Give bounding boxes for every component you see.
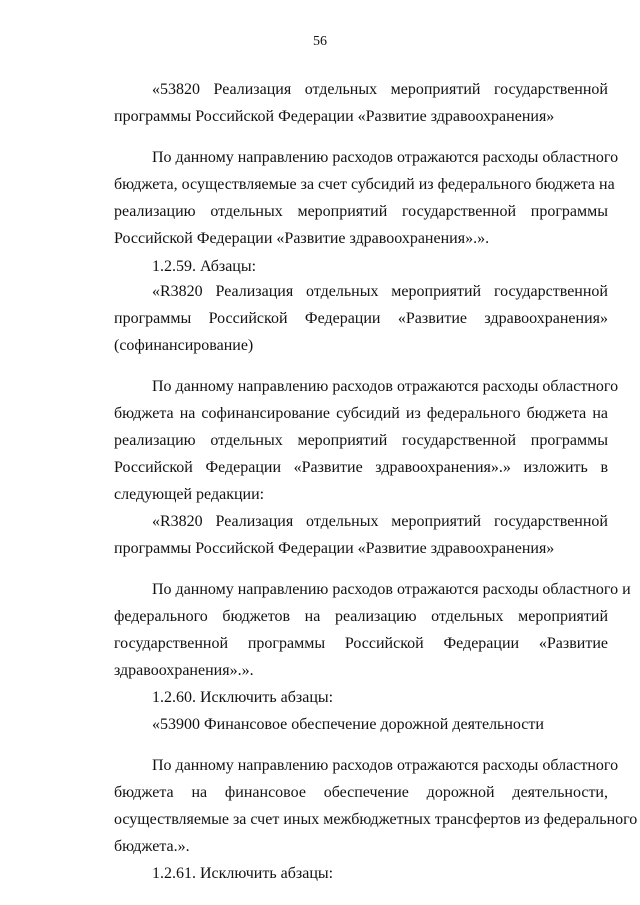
text-line: реализацию отдельных мероприятий государственной программы <box>114 432 608 449</box>
text-line: программы Российской Федерации «Развитие здравоохранения» <box>114 108 555 125</box>
text-line: «53820 Реализация отдельных мероприятий государственной <box>152 81 608 98</box>
text-line: осуществляемые за счет иных межбюджетных трансфертов из федерального <box>114 811 638 828</box>
text-line: программы Российской Федерации «Развитие здравоохранения» <box>114 310 608 327</box>
text-line: федерального бюджетов на реализацию отдельных мероприятий <box>114 608 608 625</box>
text-line: Российской Федерации «Развитие здравоохранения».» изложить в <box>114 459 608 476</box>
text-line: «R3820 Реализация отдельных мероприятий государственной <box>152 283 608 300</box>
text-line: бюджета, осуществляемые за счет субсидий из федерального бюджета на <box>114 176 615 193</box>
text-line: следующей редакции: <box>114 486 265 503</box>
text-line: бюджета.». <box>114 838 190 855</box>
text-line: «53900 Финансовое обеспечение дорожной деятельности <box>152 716 544 733</box>
text-line: «R3820 Реализация отдельных мероприятий государственной <box>152 513 608 530</box>
text-line: По данному направлению расходов отражаются расходы областного и <box>152 581 631 598</box>
text-line: программы Российской Федерации «Развитие здравоохранения» <box>114 540 555 557</box>
text-line: государственной программы Российской Федерации «Развитие <box>114 635 608 652</box>
text-line: (софинансирование) <box>114 337 254 354</box>
page-number: 56 <box>313 34 327 49</box>
text-line: реализацию отдельных мероприятий государственной программы <box>114 203 608 220</box>
text-line: По данному направлению расходов отражаются расходы областного <box>152 757 619 774</box>
text-line: По данному направлению расходов отражаются расходы областного <box>152 149 619 166</box>
text-line: По данному направлению расходов отражаются расходы областного <box>152 378 619 395</box>
text-line: бюджета на софинансирование субсидий из федерального бюджета на <box>114 405 608 422</box>
text-line: здравоохранения».». <box>114 662 254 679</box>
clause-heading: 1.2.60. Исключить абзацы: <box>152 689 334 706</box>
clause-heading: 1.2.59. Абзацы: <box>152 258 257 275</box>
clause-heading: 1.2.61. Исключить абзацы: <box>152 865 334 882</box>
text-line: Российской Федерации «Развитие здравоохранения».». <box>114 230 490 247</box>
text-line: бюджета на финансовое обеспечение дорожной деятельности, <box>114 784 608 801</box>
